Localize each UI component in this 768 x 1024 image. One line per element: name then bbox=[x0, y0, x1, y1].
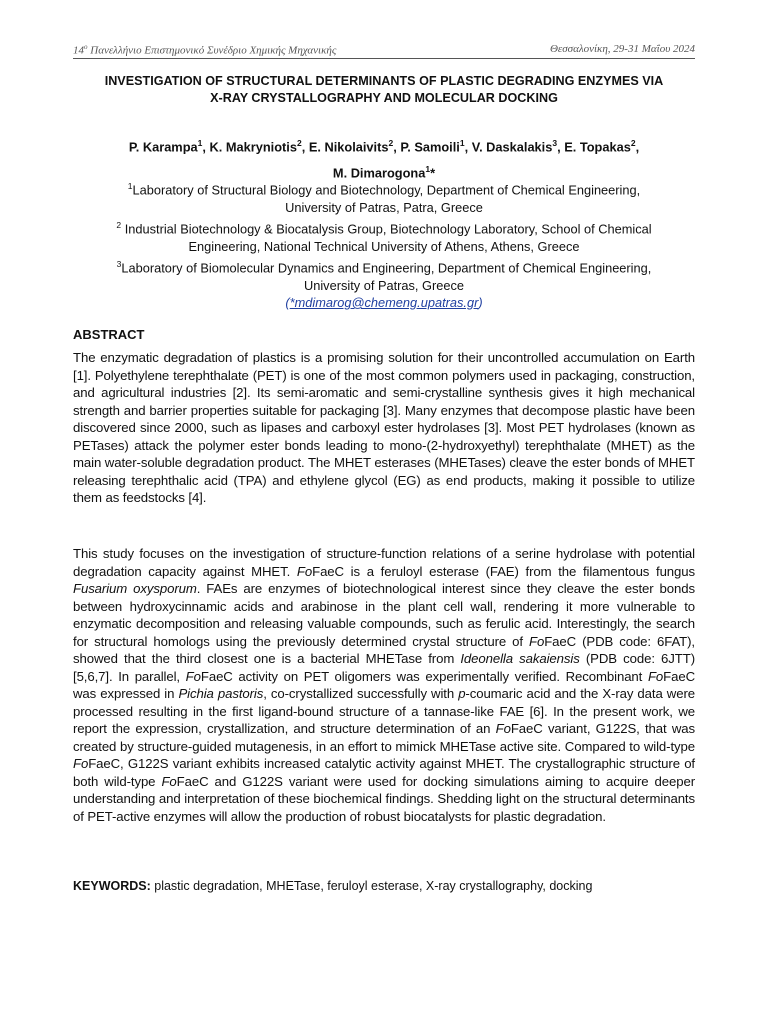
text-run: FaeC and G122S variant were used for docking simulations aiming to acquire deeper understanding and interpretation of these biochemical findings. Shedding light on the structural determinants of PET-active enzymes will allow the production of robust biocatalysts for plastic degradation. bbox=[73, 773, 696, 824]
header-ordinal: ο bbox=[84, 43, 88, 51]
title-line-2: X-RAY CRYSTALLOGRAPHY AND MOLECULAR DOCKING bbox=[210, 91, 558, 105]
email-link[interactable]: *mdimarog@chemeng.upatras.gr bbox=[289, 295, 479, 310]
author-separator: , bbox=[202, 139, 210, 155]
text-run: -coumaric acid and the X-ray data were processed resulting in the first ligand-bound structure of a tannase-like FAE [6]. In the present work, we report the expression, crystallization, and structure determination of an bbox=[73, 686, 695, 736]
abstract-heading: ABSTRACT bbox=[73, 327, 145, 342]
email-open-paren: ( bbox=[285, 295, 290, 310]
text-run: This study focuses on the investigation of structure-function relations of a serine hydrolase with potential degradation capacity against MHET. bbox=[73, 546, 695, 579]
author-separator: , bbox=[464, 139, 472, 155]
author-affiliation-mark: 1 bbox=[459, 138, 465, 148]
affiliation-3-mark: 3 bbox=[116, 259, 122, 269]
text-run: FaeC is a feruloyl esterase (FAE) from the filamentous fungus bbox=[312, 563, 696, 579]
affiliation-3-line-1: Laboratory of Biomolecular Dynamics and Engineering, Department of Chemical Engineering, bbox=[121, 260, 652, 276]
keywords bbox=[73, 879, 695, 893]
author-name: P. Samoili bbox=[400, 139, 460, 155]
author-name: P. Karampa bbox=[128, 139, 198, 155]
affiliation-2-mark: 2 bbox=[116, 220, 122, 230]
text-run: FaeC variant, G122S, that was created by structure-guided mutagenesis, in an effort to mimick MHETase active site. Compared to wild-type bbox=[73, 721, 695, 754]
italic-term: p bbox=[458, 686, 466, 701]
italic-term: Fo bbox=[161, 773, 177, 789]
italic-term: Fo bbox=[296, 563, 313, 579]
text-run: . FAEs are enzymes of biotechnological interest since they cleave the ester bonds between hydroxycinnamic acids and arabinose in the plant cell wall, rendering it more vulnerable to enzymatic decomposition and releasing valuable compounds, such as ferulic acid. Interestingly, the search for structural homologs using the previously determined crystal structure of bbox=[73, 581, 695, 649]
keywords-text: plastic degradation, MHETase, feruloyl esterase, X-ray crystallography, docking bbox=[150, 879, 593, 893]
author-affiliation-mark: 3 bbox=[552, 138, 558, 148]
author-affiliation-mark: 2 bbox=[296, 138, 302, 148]
italic-term: Fo bbox=[647, 668, 664, 684]
text-run: FaeC was expressed in bbox=[73, 668, 695, 701]
header-conference bbox=[73, 43, 336, 57]
affiliation-2-line-2: Engineering, National Technical University of Athens, Athens, Greece bbox=[188, 239, 580, 255]
text-run: FaeC (PDB code: 6FAT), showed that the third closest one is a bacterial MHETase from bbox=[73, 633, 695, 666]
italic-term: Pichia pastoris bbox=[178, 686, 264, 701]
author-name: M. Dimarogona bbox=[332, 165, 426, 181]
header-conference-number: 14 bbox=[73, 44, 84, 57]
author-affiliation-mark: 2 bbox=[388, 138, 394, 148]
affiliation-1-mark: 1 bbox=[127, 181, 133, 191]
author-affiliation-mark: 1 bbox=[197, 138, 203, 148]
author-name: E. Nikolaivits bbox=[308, 139, 389, 155]
text-run: (PDB code: 6JTT) [5,6,7]. In parallel, bbox=[73, 651, 695, 684]
author-name: K. Makryniotis bbox=[209, 139, 297, 155]
author-separator: , bbox=[557, 139, 565, 155]
author-separator: , bbox=[635, 139, 640, 155]
italic-term: Ideonella sakaiensis bbox=[460, 651, 580, 666]
header-location-date: Θεσσαλονίκη, 29-31 Μαΐου 2024 bbox=[549, 43, 695, 55]
author-separator: , bbox=[393, 139, 401, 155]
affiliation-1-line-1: Laboratory of Structural Biology and Biotechnology, Department of Chemical Engineering, bbox=[132, 182, 641, 198]
affiliation-2 bbox=[60, 216, 708, 256]
author-name: V. Daskalakis bbox=[471, 139, 553, 155]
header-conference-name: Πανελλήνιο Επιστημονικό Συνέδριο Χημικής Μηχανικής bbox=[90, 44, 337, 57]
paper-title bbox=[60, 73, 708, 107]
title-line-1: INVESTIGATION OF STRUCTURAL DETERMINANTS OF PLASTIC DEGRADING ENZYMES VIA bbox=[104, 74, 664, 88]
affiliation-2-line-1: Industrial Biotechnology & Biocatalysis Group, Biotechnology Laboratory, School of Chemical bbox=[121, 221, 652, 237]
italic-term: Fusarium oxysporum bbox=[73, 581, 197, 596]
running-header bbox=[73, 42, 695, 59]
italic-term: Fo bbox=[495, 721, 511, 736]
affiliation-1 bbox=[60, 177, 708, 217]
text-run: FaeC, G122S variant exhibits increased catalytic activity against MHET. The crystallographic structure of both wild-type bbox=[73, 756, 695, 789]
italic-term: Fo bbox=[185, 668, 201, 684]
email-close-paren: ) bbox=[478, 295, 483, 310]
author-separator: * bbox=[430, 165, 436, 181]
italic-term: Fo bbox=[529, 633, 545, 649]
affiliation-3 bbox=[60, 255, 708, 295]
author-name: E. Topakas bbox=[564, 139, 631, 155]
affiliation-3-line-2: University of Patras, Greece bbox=[303, 278, 465, 294]
author-affiliation-mark: 2 bbox=[630, 138, 636, 148]
abstract-paragraph-1: The enzymatic degradation of plastics is a promising solution for their uncontrolled accumulation on Earth [1]. Polyethylene terephthalate (PET) is one of the most common polymers used in packaging, construction, and agricultural industries [2]. Its semi-aromatic and semi-crystalline synthesis gives it high mechanical strength and barrier properties suitable for packaging [3]. Many enzymes that decompose plastic have been discovered since 2000, such as lipases and carboxyl ester hydrolases [3]. Most PET hydrolases (known as PETases) attack the polymer ester bonds leading to mono-(2-hydroxyethyl) terephthalate (MHET) as the main water-soluble degradation product. The MHET esterases (MHETases) cleave the ester bonds of MHET releasing terephthalic acid (TPA) and ethylene glycol (EG) as end products, making it possible to utilize them as feedstocks [4]. bbox=[73, 350, 695, 505]
keywords-label: KEYWORDS: bbox=[73, 879, 151, 893]
abstract-paragraph-2 bbox=[73, 545, 695, 825]
corresponding-email bbox=[60, 295, 708, 310]
text-run: , co-crystallized successfully with bbox=[263, 686, 459, 701]
text-run: FaeC activity on PET oligomers was experimentally verified. Recombinant bbox=[200, 668, 648, 684]
author-separator: , bbox=[301, 139, 309, 155]
affiliation-1-line-2: University of Patras, Patra, Greece bbox=[285, 200, 483, 216]
author-affiliation-mark: 1 bbox=[425, 164, 431, 175]
italic-term: Fo bbox=[73, 756, 89, 771]
